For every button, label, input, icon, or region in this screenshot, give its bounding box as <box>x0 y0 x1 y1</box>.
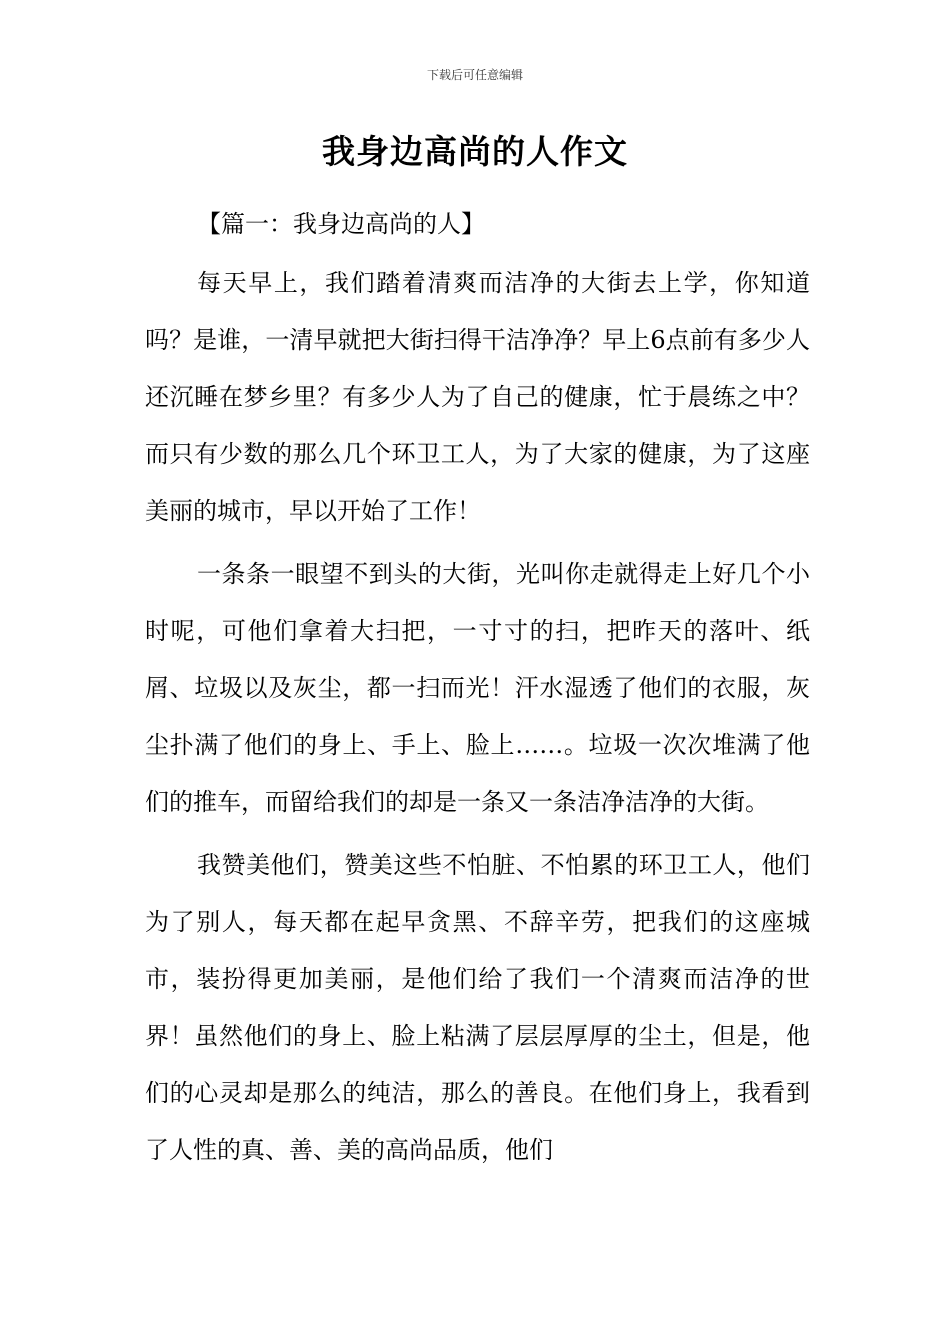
header-note: 下载后可任意编辑 <box>426 68 523 82</box>
body-text <box>145 255 810 1185</box>
paragraph-3: 我赞美他们，赞美这些不怕脏、不怕累的环卫工人，他们为了别人，每天都在起早贪黑、不辞辛劳，把我们的这座城市，装扮得更加美丽，是他们给了我们一个清爽而洁净的世界！虽然他们的身上、脸上粘满了层层厚厚的尘土，但是，他们的心灵却是那么的纯洁，那么的善良。在他们身上，我看到了人性的真、善、美的高尚品质，他们 <box>145 851 810 1164</box>
document-title: 我身边高尚的人作文 <box>322 132 628 171</box>
paragraph-1: 每天早上，我们踏着清爽而洁净的大街去上学，你知道吗？是谁，一清早就把大街扫得干洁净净？早上6点前有多少人还沉睡在梦乡里？有多少人为了自己的健康，忙于晨练之中？而只有少数的那么几个环卫工人，为了大家的健康，为了这座美丽的城市，早以开始了工作！ <box>145 269 810 525</box>
paragraph-2: 一条条一眼望不到头的大街，光叫你走就得走上好几个小时呢，可他们拿着大扫把，一寸寸的扫，把昨天的落叶、纸屑、垃圾以及灰尘，都一扫而光！汗水湿透了他们的衣服，灰尘扑满了他们的身上、手上、脸上……。垃圾一次次堆满了他们的推车，而留给我们的却是一条又一条洁净洁净的大街。 <box>145 560 810 816</box>
section-heading: 【篇一：我身边高尚的人】 <box>197 210 485 238</box>
